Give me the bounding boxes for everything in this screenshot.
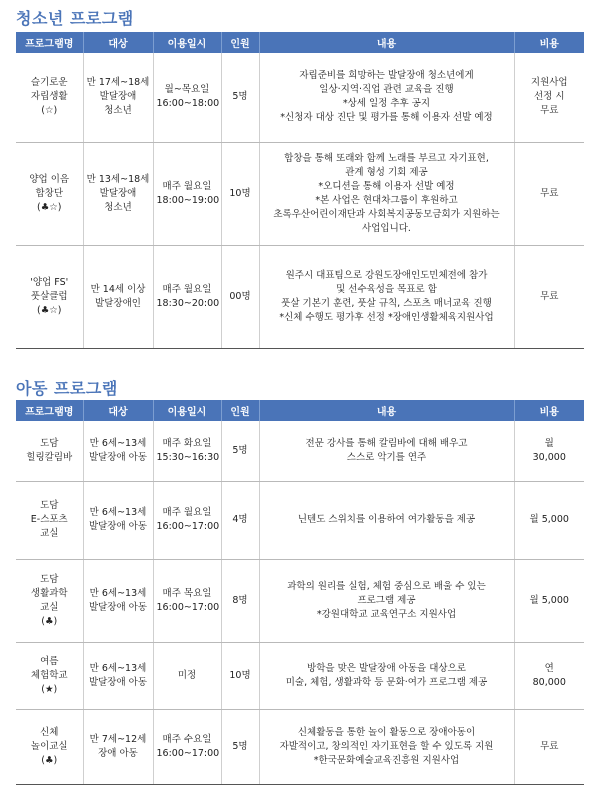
cost-line: 연	[544, 662, 554, 674]
column-header: 내용	[259, 32, 514, 53]
schedule-cell	[153, 421, 221, 481]
target-line: 청소년	[104, 105, 132, 117]
table-row	[16, 642, 584, 709]
target-line: 발달장애 아동	[88, 601, 148, 613]
table-row	[16, 142, 584, 245]
target-cell	[83, 642, 153, 709]
schedule-line: 16:00~17:00	[156, 747, 220, 759]
program-name-cell	[16, 642, 83, 709]
schedule-line: 매주 화요일	[162, 437, 212, 449]
cost-cell	[514, 481, 584, 559]
program-name-cell	[16, 709, 83, 784]
table-row	[16, 53, 584, 142]
program-name-line: (♣☆)	[37, 304, 62, 316]
cost-line: 30,000	[532, 451, 566, 463]
schedule-line: 매주 월요일	[162, 283, 212, 295]
table-row	[16, 421, 584, 481]
content-line: 과학의 원리를 실험, 체험 중심으로 배울 수 있는	[287, 580, 486, 592]
program-name-line: 도담	[40, 437, 59, 449]
table-row	[16, 481, 584, 559]
column-header: 프로그램명	[16, 32, 83, 53]
cost-cell	[514, 642, 584, 709]
table-header-row	[16, 400, 584, 421]
content-cell	[259, 642, 514, 709]
target-line: 만 6세~13세	[89, 587, 147, 599]
target-line: 만 7세~12세	[89, 733, 147, 745]
schedule-cell	[153, 709, 221, 784]
youth-program-table	[16, 32, 584, 349]
content-line: *신체 수행도 평가후 선정 *장애인생활체육지원사업	[279, 311, 494, 323]
program-name-line: '양업 FS'	[30, 276, 69, 288]
program-name-line: E-스포츠	[30, 514, 68, 525]
schedule-line: 매주 월요일	[162, 180, 212, 192]
cost-line: 무료	[540, 740, 559, 752]
table-header-row	[16, 32, 584, 53]
target-cell	[83, 142, 153, 245]
column-header: 인원	[221, 32, 259, 53]
target-line: 발달장애 아동	[88, 521, 148, 532]
column-header: 이용일시	[153, 400, 221, 421]
target-line: 만 17세~18세	[86, 77, 150, 89]
target-line: 발달장애	[99, 187, 137, 199]
program-name-line: 놀이교실	[30, 740, 68, 752]
schedule-line: 미정	[177, 669, 197, 681]
schedule-cell	[153, 481, 221, 559]
column-header: 비용	[514, 32, 584, 53]
table-row	[16, 559, 584, 642]
column-header: 대상	[83, 32, 153, 53]
content-line: 사업입니다.	[362, 222, 411, 234]
schedule-cell	[153, 142, 221, 245]
schedule-cell	[153, 642, 221, 709]
program-name-line: 생활과학	[30, 587, 68, 599]
program-name-line: 체험학교	[30, 669, 68, 681]
cost-cell	[514, 142, 584, 245]
target-cell	[83, 245, 153, 348]
program-name-line: 힐링칼림바	[26, 451, 73, 463]
content-line: 신체활동을 통한 놀이 활동으로 장애아동이	[297, 726, 476, 738]
people-cell: 10명	[221, 642, 259, 709]
program-name-line: 풋살클럽	[30, 290, 68, 302]
target-line: 발달장애	[99, 91, 137, 103]
target-line: 만 13세~18세	[86, 173, 150, 185]
target-line: 발달장애인	[95, 297, 141, 309]
content-line: *오디션을 통해 이용자 선발 예정	[318, 180, 455, 192]
program-name-line: (♣)	[41, 754, 58, 766]
content-line: 방학을 맞은 발달장애 아동을 대상으로	[307, 662, 466, 674]
cost-cell	[514, 709, 584, 784]
cost-line: 지원사업	[530, 77, 568, 89]
content-line: 자발적이고, 창의적인 자기표현을 할 수 있도록 지원	[279, 740, 494, 752]
content-cell	[259, 245, 514, 348]
target-line: 만 14세 이상	[90, 283, 146, 295]
content-line: 합창을 통해 또래와 함께 노래를 부르고 자기표현,	[284, 152, 489, 164]
content-line: 풋살 기본기 훈련, 풋살 규칙, 스포츠 매너교육 진행	[281, 297, 492, 309]
program-name-line: (★)	[41, 683, 58, 695]
cost-cell	[514, 53, 584, 142]
column-header: 인원	[221, 400, 259, 421]
content-line: *신청자 대상 진단 및 평가를 통해 이용자 선발 예정	[280, 112, 493, 124]
column-header: 대상	[83, 400, 153, 421]
schedule-line: 18:30~20:00	[156, 297, 220, 309]
program-name-line: 교실	[40, 528, 59, 539]
program-name-line: 도담	[40, 500, 59, 511]
content-line: 일상·지역·직업 관련 교육을 진행	[319, 84, 454, 96]
table-row	[16, 245, 584, 348]
content-line: *한국문화예술교육진흥원 지원사업	[313, 754, 460, 766]
program-name-line: 교실	[40, 601, 59, 613]
content-cell	[259, 53, 514, 142]
content-line: *강원대학교 교육연구소 지원사업	[316, 608, 457, 620]
cost-line: 선정 시	[533, 91, 565, 103]
content-line: 및 선수육성을 목표로 함	[336, 283, 437, 295]
schedule-cell	[153, 245, 221, 348]
content-cell	[259, 421, 514, 481]
target-line: 만 6세~13세	[89, 507, 147, 518]
program-name-line: (☆)	[41, 105, 58, 117]
content-line: 미술, 체험, 생활과학 등 문화·여가 프로그램 제공	[285, 676, 488, 688]
cost-line: 월 5,000	[529, 514, 569, 525]
target-cell	[83, 53, 153, 142]
content-line: 관계 형성 기회 제공	[345, 166, 428, 178]
target-cell	[83, 709, 153, 784]
schedule-line: 월~목요일	[164, 84, 210, 96]
content-line: 닌텐도 스위치를 이용하여 여가활동을 제공	[297, 514, 476, 525]
content-line: 프로그램 제공	[357, 594, 416, 606]
program-name-line: 양업 이음	[29, 173, 70, 185]
people-cell: 5명	[221, 709, 259, 784]
people-cell: 5명	[221, 53, 259, 142]
content-line: 원주시 대표팀으로 강원도장애인도민체전에 참가	[285, 269, 488, 281]
target-line: 발달장애 아동	[88, 451, 148, 463]
people-cell: 00명	[221, 245, 259, 348]
program-name-cell	[16, 142, 83, 245]
program-name-line: 슬기로운	[30, 77, 68, 89]
cost-line: 무료	[540, 105, 559, 117]
target-line: 청소년	[104, 201, 132, 213]
schedule-line: 18:00~19:00	[156, 194, 220, 206]
content-line: *본 사업은 현대차그룹이 후원하고	[315, 194, 458, 206]
schedule-line: 매주 수요일	[162, 733, 212, 745]
people-cell: 5명	[221, 421, 259, 481]
content-line: 자립준비를 희망하는 발달장애 청소년에게	[299, 70, 474, 82]
schedule-line: 매주 월요일	[162, 507, 212, 518]
table-row	[16, 709, 584, 784]
schedule-line: 16:00~17:00	[156, 521, 220, 532]
content-line: 전문 강사를 통해 칼림바에 대해 배우고	[305, 437, 468, 449]
content-line: 초록우산어린이재단과 사회복지공동모금회가 지원하는	[273, 208, 500, 220]
content-line: *상세 일정 추후 공지	[342, 98, 431, 110]
people-cell: 8명	[221, 559, 259, 642]
content-cell	[259, 559, 514, 642]
target-line: 만 6세~13세	[89, 662, 147, 674]
program-name-line: 도담	[40, 573, 59, 585]
target-line: 만 6세~13세	[89, 437, 147, 449]
program-name-line: 여름	[40, 655, 59, 667]
target-cell	[83, 421, 153, 481]
cost-line: 월	[544, 437, 554, 449]
child-program-table	[16, 400, 584, 785]
people-cell: 4명	[221, 481, 259, 559]
column-header: 프로그램명	[16, 400, 83, 421]
target-cell	[83, 559, 153, 642]
child-section-title: 아동 프로그램	[16, 379, 118, 398]
cost-line: 무료	[540, 290, 559, 302]
program-name-cell	[16, 53, 83, 142]
cost-cell	[514, 245, 584, 348]
cost-line: 월 5,000	[529, 594, 569, 606]
column-header: 이용일시	[153, 32, 221, 53]
schedule-line: 16:00~17:00	[156, 601, 220, 613]
people-cell: 10명	[221, 142, 259, 245]
youth-section-title: 청소년 프로그램	[16, 9, 134, 28]
cost-line: 80,000	[532, 676, 566, 688]
program-name-line: 자립생활	[30, 91, 68, 103]
schedule-cell	[153, 53, 221, 142]
cost-cell	[514, 559, 584, 642]
program-name-cell	[16, 559, 83, 642]
schedule-line: 15:30~16:30	[156, 451, 220, 463]
content-cell	[259, 709, 514, 784]
program-name-line: (♣)	[41, 615, 58, 627]
program-name-cell	[16, 481, 83, 559]
program-name-line: 합창단	[35, 187, 64, 199]
column-header: 내용	[259, 400, 514, 421]
program-name-line: (♣☆)	[37, 201, 62, 213]
schedule-cell	[153, 559, 221, 642]
cost-cell	[514, 421, 584, 481]
column-header: 비용	[514, 400, 584, 421]
program-name-cell	[16, 245, 83, 348]
schedule-line: 16:00~18:00	[156, 98, 220, 110]
target-line: 발달장애 아동	[88, 676, 148, 688]
content-line: 스스로 악기를 연주	[346, 451, 427, 463]
target-cell	[83, 481, 153, 559]
content-cell	[259, 481, 514, 559]
cost-line: 무료	[540, 187, 559, 199]
program-name-line: 신체	[40, 726, 59, 738]
content-cell	[259, 142, 514, 245]
schedule-line: 매주 목요일	[162, 587, 212, 599]
target-line: 장애 아동	[98, 747, 138, 759]
program-name-cell	[16, 421, 83, 481]
